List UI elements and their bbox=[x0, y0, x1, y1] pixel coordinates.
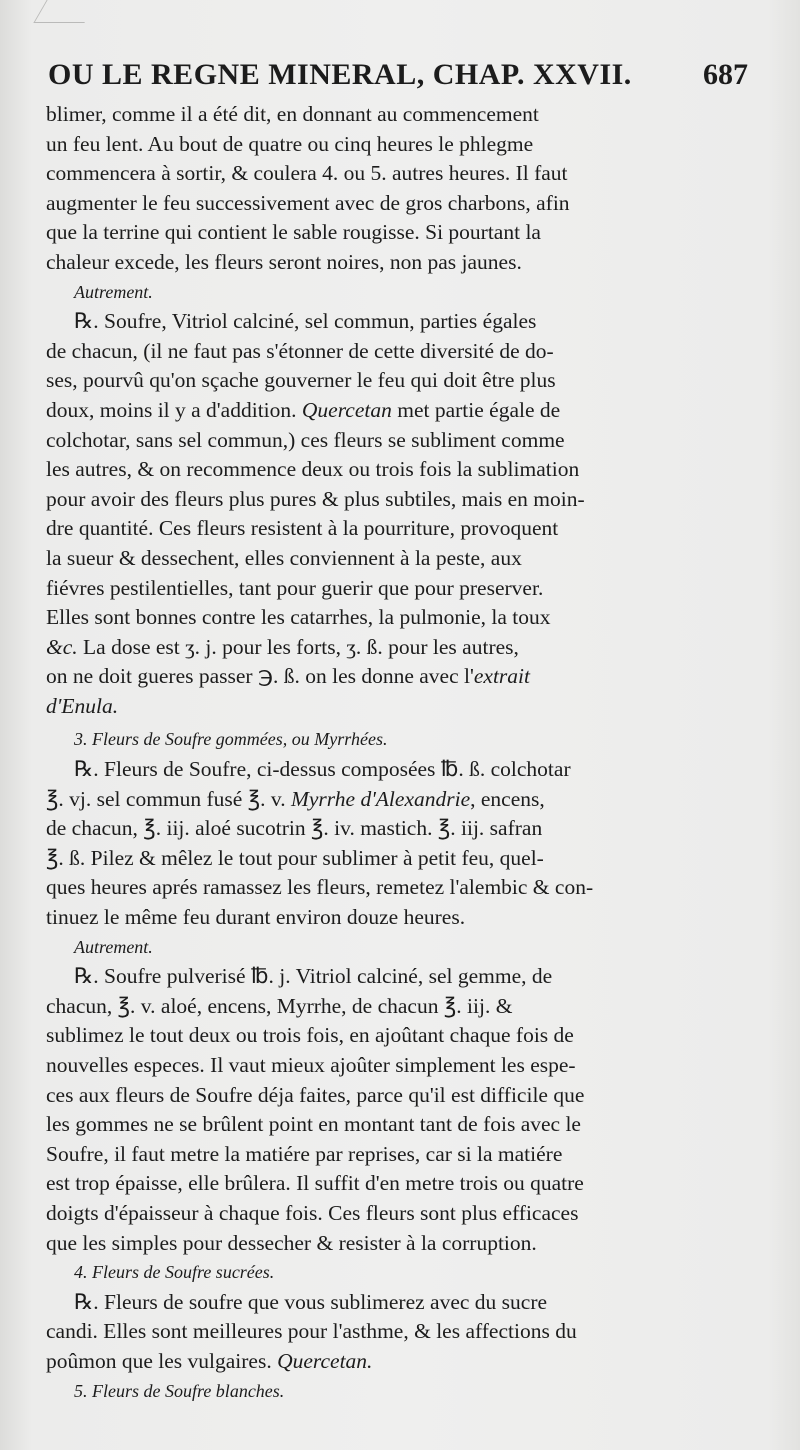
text-line: Elles sont bonnes contre les catarrhes, la pulmonie, la toux bbox=[46, 605, 551, 630]
text-segment: met partie égale de bbox=[397, 397, 561, 422]
text-segment: La dose est ʒ. j. pour les forts, ʒ. ß. pour les autres, bbox=[83, 634, 519, 659]
text-line: fiévres pestilentielles, tant pour guerir que pour preserver. bbox=[46, 575, 544, 600]
text-line: la sueur & dessechent, elles conviennent à la peste, aux bbox=[46, 545, 522, 570]
text-line: ces aux fleurs de Soufre déja faites, parce qu'il est difficile que bbox=[46, 1082, 585, 1107]
text-line bbox=[46, 633, 718, 663]
text-line: chaleur excede, les fleurs seront noires, non pas jaunes. bbox=[46, 249, 522, 274]
text-line: un feu lent. Au bout de quatre ou cinq heures le phlegme bbox=[46, 131, 534, 156]
text-line: candi. Elles sont meilleures pour l'asthme, & les affections du bbox=[46, 1319, 577, 1344]
text-line bbox=[46, 785, 718, 815]
section-heading-4: 4. Fleurs de Soufre sucrées. bbox=[74, 1262, 275, 1283]
text-line: que la terrine qui contient le sable rougisse. Si pourtant la bbox=[46, 220, 541, 245]
author-name: Quercetan. bbox=[277, 1348, 373, 1373]
text-segment: Myrrhe d'Alexandrie bbox=[290, 786, 471, 811]
page-number: 687 bbox=[703, 58, 748, 91]
text-line: augmenter le feu successivement avec de gros charbons, afin bbox=[46, 190, 570, 215]
text-line: dre quantité. Ces fleurs resistent à la pourriture, provoquent bbox=[46, 516, 559, 541]
text-segment: &c. bbox=[46, 634, 78, 659]
body-text bbox=[46, 100, 718, 1406]
text-line: ses, pourvû qu'on sçache gouverner le feu qui doit être plus bbox=[46, 368, 556, 393]
page-header bbox=[48, 58, 748, 92]
text-line: ℞. Fleurs de Soufre, ci-dessus composées ℔. ß. colchotar bbox=[74, 757, 571, 782]
text-line: les gommes ne se brûlent point en montant tant de fois avec le bbox=[46, 1112, 581, 1137]
text-line: doigts d'épaisseur à chaque fois. Ces fleurs sont plus efficaces bbox=[46, 1200, 579, 1225]
section-heading-5: 5. Fleurs de Soufre blanches. bbox=[74, 1380, 285, 1401]
text-line: blimer, comme il a été dit, en donnant au commencement bbox=[46, 102, 539, 126]
text-line: ℞. Fleurs de soufre que vous sublimerez avec du sucre bbox=[74, 1289, 548, 1314]
text-line bbox=[46, 1347, 718, 1377]
text-line: tinuez le même feu durant environ douze heures. bbox=[46, 905, 466, 930]
text-line bbox=[46, 396, 718, 426]
text-line: que les simples pour dessecher & resister à la corruption. bbox=[46, 1230, 537, 1255]
text-line: ℞. Soufre pulverisé ℔. j. Vitriol calciné, sel gemme, de bbox=[74, 964, 553, 989]
text-line: de chacun, ℥. iij. aloé sucotrin ℥. iv. mastich. ℥. iij. safran bbox=[46, 816, 543, 841]
text-line: sublimez le tout deux ou trois fois, en ajoûtant chaque fois de bbox=[46, 1023, 574, 1048]
text-line: commencera à sortir, & coulera 4. ou 5. autres heures. Il faut bbox=[46, 161, 568, 186]
text-line: ques heures aprés ramassez les fleurs, remetez l'alembic & con- bbox=[46, 875, 594, 900]
text-line: est trop épaisse, elle brûlera. Il suffit d'en metre trois ou quatre bbox=[46, 1171, 584, 1196]
text-line: pour avoir des fleurs plus pures & plus subtiles, mais en moin- bbox=[46, 486, 585, 511]
text-line bbox=[46, 662, 718, 692]
text-segment: extrait bbox=[473, 664, 530, 689]
text-line: nouvelles especes. Il vaut mieux ajoûter simplement les espe- bbox=[46, 1053, 576, 1077]
text-segment: ℥. vj. sel commun fusé ℥. v. bbox=[46, 786, 286, 811]
author-name: Quercetan bbox=[301, 397, 392, 422]
text-segment: on ne doit gueres passer ℈. ß. on les donne avec l' bbox=[46, 664, 474, 689]
text-segment: poûmon que les vulgaires. bbox=[46, 1348, 272, 1373]
text-segment: doux, moins il y a d'addition. bbox=[46, 397, 297, 422]
text-line: ℥. ß. Pilez & mêlez le tout pour sublimer à petit feu, quel- bbox=[46, 845, 544, 870]
section-heading-3: 3. Fleurs de Soufre gommées, ou Myrrhées. bbox=[74, 729, 388, 750]
text-line: les autres, & on recommence deux ou trois fois la sublimation bbox=[46, 457, 580, 482]
corner-fold-mark bbox=[33, 0, 97, 23]
text-line: colchotar, sans sel commun,) ces fleurs se subliment comme bbox=[46, 427, 565, 452]
text-line: chacun, ℥. v. aloé, encens, Myrrhe, de chacun ℥. iij. & bbox=[46, 993, 513, 1018]
text-segment: , encens, bbox=[470, 786, 545, 811]
section-heading-autrement: Autrement. bbox=[74, 281, 153, 302]
text-line: Soufre, il faut metre la matiére par reprises, car si la matiére bbox=[46, 1141, 563, 1166]
text-line: d'Enula. bbox=[46, 693, 119, 718]
text-line: de chacun, (il ne faut pas s'étonner de cette diversité de do- bbox=[46, 338, 554, 363]
running-head: OU LE REGNE MINERAL, CHAP. XXVII. bbox=[48, 58, 632, 91]
section-heading-autrement: Autrement. bbox=[74, 936, 153, 957]
text-line: ℞. Soufre, Vitriol calciné, sel commun, parties égales bbox=[74, 309, 537, 334]
